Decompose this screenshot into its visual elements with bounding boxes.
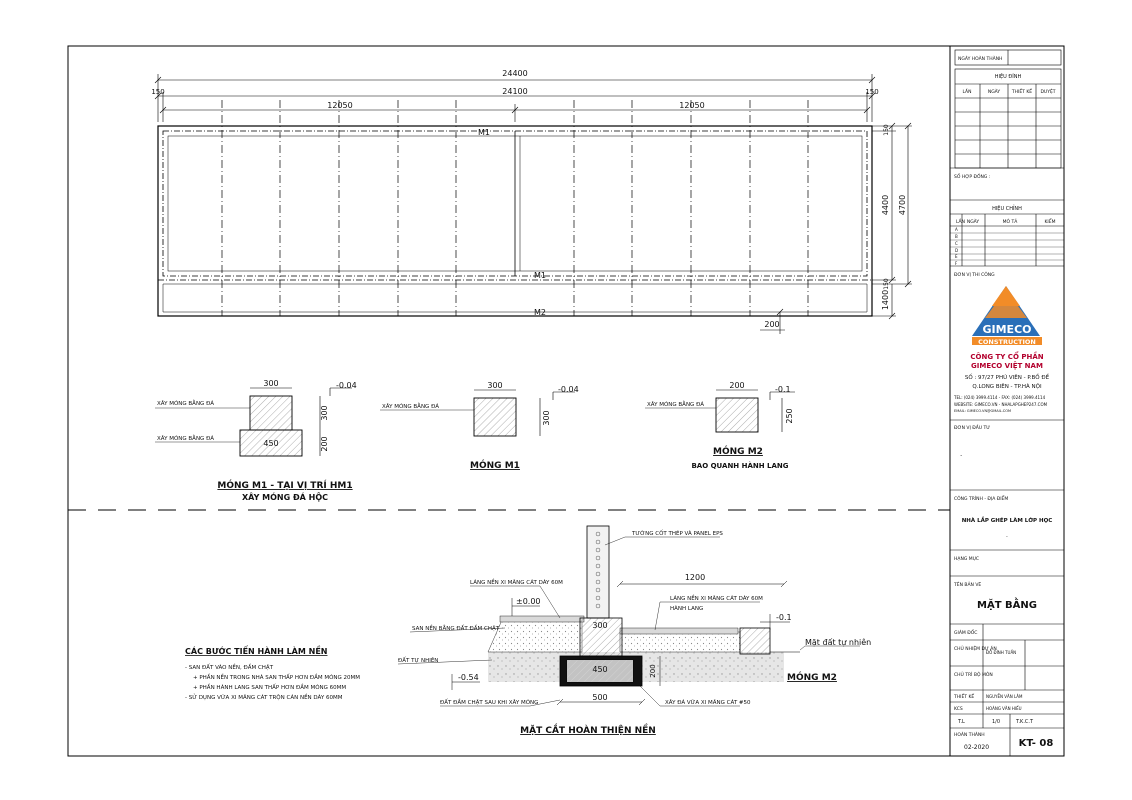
sec-dim-1200: 1200 [684,573,706,582]
section-title: MẶT CẮT HOÀN THIỆN NỀN [520,726,656,736]
sec-dim-200: 200 [649,664,657,678]
dim-inner: 24100 [502,87,528,96]
tb-category-label: HẠNG MỤC [954,557,980,562]
sec-fill-label: SAN NỀN BẰNG ĐẤT ĐẦM CHẶT [412,626,500,632]
logo-sub: CONSTRUCTION [978,338,1036,346]
tb-project-value: NHÀ LẮP GHÉP LÀM LỚP HỌC [961,518,1053,524]
tb-address1: SỐ : 97/27 PHÚ VIÊN - P.BỒ ĐỀ [964,375,1050,381]
tb-rev-col: LẦN [962,90,972,95]
tb-drawing-label: TÊN BẢN VẼ [954,583,982,588]
tb-adj-col: LẦN [956,220,965,225]
sec-stone-label: XÂY ĐÁ VỮA XI MĂNG CÁT #50 [665,700,751,706]
step-line: - SAN ĐẤT VÀO NỀN, ĐẦM CHẶT [185,665,274,671]
sec-screed2-label-1: LÁNG NỀN XI MĂNG CÁT DÀY 60M [670,596,763,602]
dim-edge-top: 150 [883,124,890,136]
dim-depth-total: 4700 [898,194,907,216]
tb-complete-label: HOÀN THÀNH [954,733,985,738]
tb-drawing-title: MẶT BẰNG [977,600,1037,611]
construction-steps [185,644,360,701]
hm1-level: -0.04 [336,381,357,390]
tb-adj-col: KIỂM [1044,220,1056,225]
tb-adj-row: C [955,241,958,246]
tb-project-label: CÔNG TRÌNH - ĐỊA ĐIỂM [954,497,1009,502]
label-m2-bottom: M2 [534,308,546,317]
tb-contract-label: SỐ HỢP ĐỒNG : [954,175,991,180]
sec-ground-label: Mặt đất tự nhiên [805,638,872,647]
floor-section [398,526,871,736]
logo-text: GIMECO [982,323,1032,336]
gimeco-logo [972,286,1042,346]
tb-tl-value: 1/0 [992,719,1001,725]
sec-wall-label: TƯỜNG CỐT THÉP VÀ PANEL EPS [632,531,723,537]
sec-level-054: -0.54 [458,673,479,682]
sec-dim-300: 300 [592,621,608,630]
tb-adj-col: MÔ TẢ [1002,220,1018,225]
tb-role-name: NGUYỄN VĂN LÂM [986,694,1023,699]
tb-role: KCS [954,707,963,712]
tb-complete-value: 02-2020 [964,744,990,751]
hm1-dim-top: 300 [263,379,279,388]
sec-screed2-label-2: HÀNH LANG [670,606,704,612]
m2-note: XÂY MÓNG BẰNG ĐÁ [647,402,704,408]
sec-screed-label: LÁNG NỀN XI MĂNG CÁT DÀY 60M [470,580,563,586]
sec-compact-label: ĐẤT ĐẦM CHẶT SAU KHI XÂY MÓNG [440,700,539,706]
dim-left-offset: 150 [151,88,165,96]
sec-natural-label: ĐẤT TỰ NHIÊN [398,658,439,664]
detail-m2 [645,381,795,470]
dim-half-left: 12050 [327,101,353,110]
tb-role: CHỦ NHIỆM DỰ ÁN [954,647,997,652]
detail-m1 [380,381,579,471]
tb-completion-label: NGÀY HOÀN THÀNH [958,57,1003,62]
m1-note: XÂY MÓNG BẰNG ĐÁ [382,404,439,410]
tb-rev-col: DUYỆT [1040,90,1056,95]
title-block [950,50,1064,756]
m2-subtitle: BAO QUANH HÀNH LANG [691,462,789,470]
tb-adjust-header: HIỆU CHỈNH [992,206,1022,212]
tb-investor-label: ĐƠN VỊ ĐẦU TƯ [954,426,991,431]
tb-project-value2: . [1006,532,1008,539]
hm1-dim-h1: 300 [320,405,329,421]
tb-adj-row: D [955,248,959,253]
tb-email: EMAIL: GIMECO.VN@GMAIL.COM [954,409,1011,413]
tb-adj-col: NGÀY [966,220,980,225]
tb-adj-row: A [955,227,958,232]
hm1-note1: XÂY MÓNG BẰNG ĐÁ [157,401,214,407]
label-m1-top: M1 [478,128,490,137]
tb-rev-col: NGÀY [987,90,1001,95]
tb-role: GIÁM ĐỐC [954,631,978,636]
tb-role: THIẾT KẾ [954,695,975,700]
tb-phone: TEL: (024) 3999.4114 - FAX: (024) 3999.4114 [954,395,1046,400]
tb-investor-value: . [960,450,963,458]
dim-depth-corridor: 1400 [881,289,890,311]
tb-adj-row: E [955,254,958,259]
tb-company-line2: GIMECO VIỆT NAM [971,362,1043,370]
steps-title: CÁC BƯỚC TIẾN HÀNH LÀM NỀN [185,647,328,656]
sec-mong-m2: MÓNG M2 [787,673,837,683]
tb-address2: Q.LONG BIÊN - TP.HÀ NỘI [972,384,1042,390]
tb-role: CHỦ TRÌ BỘ MÔN [954,673,993,678]
sec-dim-450: 450 [592,665,608,674]
step-line: + PHẦN NỀN TRONG NHÀ SAN THẤP HƠN ĐẦM MÓNG 20MM [193,675,361,681]
tb-adj-row: F [955,261,958,266]
m1-dim-top: 300 [487,381,503,390]
hm1-title: MÓNG M1 - TẠI VỊ TRÍ HM1 [217,481,353,491]
sec-dim-500: 500 [592,693,608,702]
tb-company-line1: CÔNG TY CỔ PHẦN [970,353,1044,361]
m1-level: -0.04 [558,385,579,394]
dim-corridor-offset: 200 [764,320,780,329]
m2-level: -0.1 [775,385,791,394]
sec-level-01: -0.1 [776,613,792,622]
dim-half-right: 12050 [679,101,705,110]
label-m1-mid: M1 [534,271,546,280]
hm1-note2: XÂY MÓNG BẰNG ĐÁ [157,436,214,442]
dim-depth-main: 4400 [881,194,890,216]
m2-dim-top: 200 [729,381,745,390]
tb-website: WEBSITE: GIMECO.VN - NHALAPGHEP247.COM [954,402,1048,407]
detail-hm1 [155,379,357,502]
m2-title: MÓNG M2 [713,447,763,457]
hm1-dim-h2: 200 [320,436,329,452]
step-line: + PHẦN HÀNH LANG SAN THẤP HƠN ĐẦM MÓNG 60MM [193,685,347,691]
tb-role-name: HOÀNG VĂN HIẾU [986,706,1022,711]
hm1-subtitle: XÂY MÓNG ĐÁ HỘC [241,493,329,502]
tb-tl-label: T.L [958,719,965,725]
tb-rev-col: THIẾT KẾ [1011,90,1033,95]
tb-adj-row: B [955,234,958,239]
dim-overall: 24400 [502,69,528,78]
dim-right-offset: 150 [865,88,879,96]
tb-sheet-no: KT- 08 [1018,738,1054,749]
sec-level-0: ±0.00 [516,597,541,606]
floor-plan [151,69,912,334]
tb-role-name: ĐỖ ĐÌNH TUẤN [986,650,1017,655]
tb-revision-header: HIỆU ĐÍNH [994,74,1022,80]
step-line: - SỬ DỤNG VỮA XI MĂNG CÁT TRỘN CÁN NỀN DÀY 60MM [185,695,343,701]
tb-tkct: T.K.C.T [1016,719,1034,725]
hm1-dim-bottom: 450 [263,439,279,448]
dim-edge-bottom: 150 [883,278,890,290]
m1-title: MÓNG M1 [470,461,520,471]
m2-dim-h: 250 [785,408,794,424]
m1-dim-h: 300 [542,410,551,426]
tb-contractor-label: ĐƠN VỊ THI CÔNG [954,273,995,278]
